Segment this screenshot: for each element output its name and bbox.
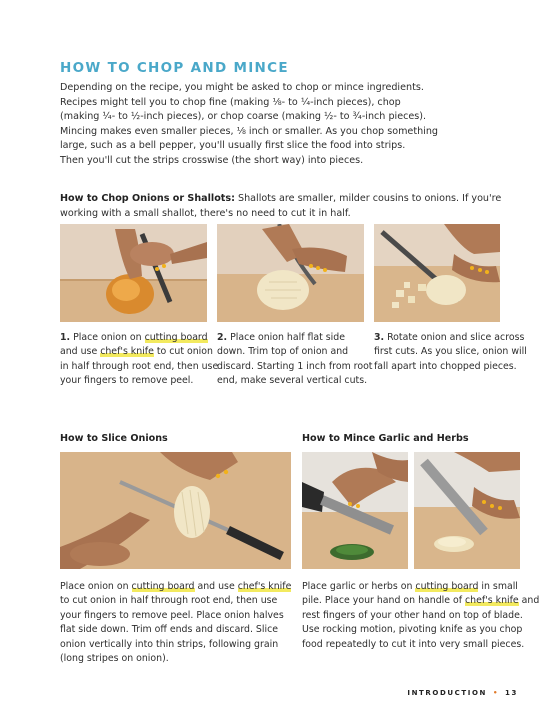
caption-text: Place garlic or herbs on bbox=[302, 581, 416, 592]
intro-line: Then you'll cut the strips crosswise (the short way) into pieces. bbox=[60, 154, 364, 166]
caption-text: flat side down. Trim off ends and discard. Slice bbox=[60, 624, 279, 636]
footer-section: INTRODUCTION bbox=[407, 689, 487, 697]
highlight-chefs-knife: chef's knife bbox=[465, 595, 519, 607]
highlight-chefs-knife: chef's knife bbox=[237, 581, 292, 592]
caption-text: Use rocking motion, pivoting knife as you chop bbox=[302, 624, 523, 636]
slice-onions-photo bbox=[60, 452, 291, 569]
step-number: 3. bbox=[374, 332, 385, 343]
caption-text: to cut onion in half through root end, then use bbox=[60, 595, 278, 607]
mince-heading: How to Mince Garlic and Herbs bbox=[302, 433, 469, 444]
caption-text: end, make several vertical cuts. bbox=[217, 375, 368, 387]
chop-onions-intro bbox=[60, 191, 500, 221]
caption-text: rest fingers of your other hand on top of blade. bbox=[302, 609, 523, 621]
step1-photo bbox=[60, 224, 207, 322]
highlight-cutting-board: cutting board bbox=[131, 581, 195, 592]
caption-text: Place onion on bbox=[70, 332, 145, 343]
page-footer bbox=[407, 689, 518, 697]
mince-caption bbox=[302, 580, 539, 652]
intro-line: Recipes might tell you to chop fine (making ⅛- to ¼-inch pieces), chop bbox=[60, 96, 401, 108]
chop-onions-text: working with a small shallot, there's no need to cut it in half. bbox=[60, 208, 351, 219]
mince-herbs-photo bbox=[302, 452, 408, 569]
caption-text: your fingers to remove peel. bbox=[60, 375, 194, 387]
page-number: 13 bbox=[505, 689, 518, 697]
slice-onions-heading: How to Slice Onions bbox=[60, 433, 168, 444]
caption-text: pile. Place your hand on handle of bbox=[302, 595, 466, 607]
caption-text: onion vertically into thin strips, following grain bbox=[60, 638, 279, 650]
step2-photo bbox=[217, 224, 364, 322]
caption-text: in half through root end, then use bbox=[60, 360, 219, 372]
step-number: 2. bbox=[217, 332, 228, 343]
intro-line: large, such as a bell pepper, you'll usually first slice the food into strips. bbox=[60, 140, 406, 152]
caption-text: first cuts. As you slice, onion will bbox=[374, 346, 527, 358]
mince-garlic-photo bbox=[414, 452, 520, 569]
chop-onions-heading: How to Chop Onions or Shallots: bbox=[60, 193, 235, 204]
caption-text: Place onion on bbox=[60, 581, 132, 592]
caption-text: discard. Starting 1 inch from root bbox=[217, 360, 373, 372]
footer-separator: • bbox=[492, 689, 500, 697]
step3-caption bbox=[374, 331, 527, 374]
intro-paragraph bbox=[60, 81, 500, 169]
caption-text: your fingers to remove peel. Place onion halves bbox=[60, 609, 284, 621]
step1-caption bbox=[60, 331, 218, 389]
intro-line: Depending on the recipe, you might be asked to chop or mince ingredients. bbox=[60, 82, 424, 93]
caption-text: and bbox=[518, 595, 540, 607]
chop-onions-text: Shallots are smaller, milder cousins to onions. If you're bbox=[234, 193, 502, 204]
step3-photo bbox=[374, 224, 500, 322]
caption-text: food repeatedly to cut it into very small pieces. bbox=[302, 638, 525, 650]
intro-line: (making ¼- to ½-inch pieces), or chop coarse (making ½- to ¾-inch pieces). bbox=[60, 111, 427, 123]
caption-text: (long stripes on onion). bbox=[60, 653, 169, 665]
step-number: 1. bbox=[60, 332, 71, 343]
page-title: HOW TO CHOP AND MINCE bbox=[60, 60, 289, 76]
caption-text: down. Trim top of onion and bbox=[217, 346, 349, 358]
intro-line: Mincing makes even smaller pieces, ⅛ inch or smaller. As you chop something bbox=[60, 125, 438, 137]
slice-onions-caption bbox=[60, 580, 291, 666]
caption-text: in small bbox=[478, 581, 518, 592]
caption-text: and use bbox=[60, 346, 101, 358]
highlight-chefs-knife: chef's knife bbox=[100, 346, 154, 358]
caption-text: to cut onion bbox=[153, 346, 213, 358]
highlight-cutting-board: cutting board bbox=[144, 332, 208, 343]
caption-text: fall apart into chopped pieces. bbox=[374, 360, 517, 372]
step2-caption bbox=[217, 331, 372, 389]
caption-text: and use bbox=[194, 581, 238, 592]
caption-text: Rotate onion and slice across bbox=[384, 332, 525, 343]
caption-text: Place onion half flat side bbox=[227, 332, 346, 343]
highlight-cutting-board: cutting board bbox=[415, 581, 479, 592]
